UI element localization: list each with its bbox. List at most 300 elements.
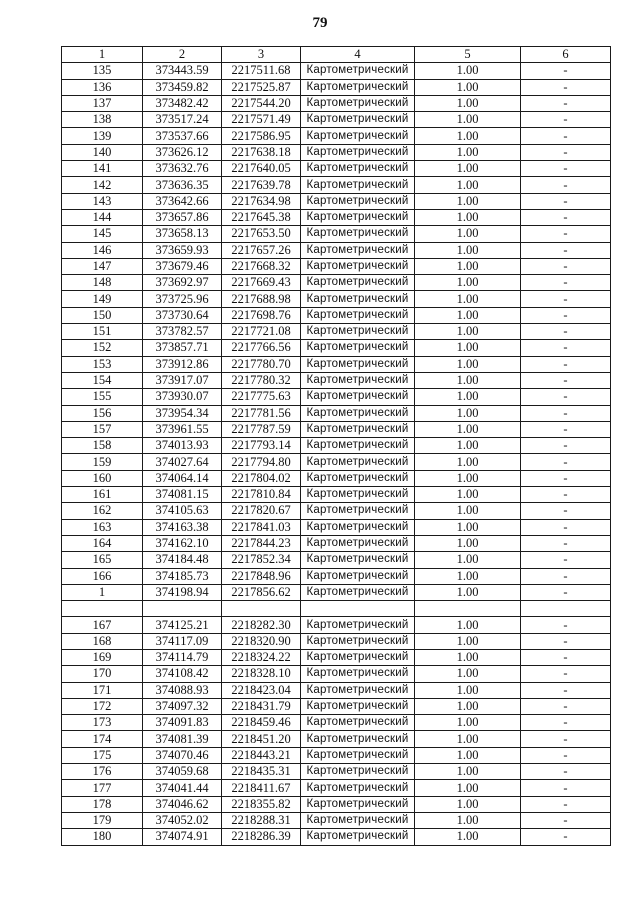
point-number-cell: 154 [62, 372, 143, 388]
y-coordinate-cell: 2218459.46 [222, 715, 301, 731]
x-coordinate-cell: 373632.76 [143, 161, 222, 177]
point-number-cell: 150 [62, 307, 143, 323]
description-cell: - [521, 307, 611, 323]
point-number-cell: 140 [62, 144, 143, 160]
accuracy-cell: 1.00 [415, 487, 521, 503]
x-coordinate-cell: 374064.14 [143, 470, 222, 486]
point-number-cell: 157 [62, 421, 143, 437]
y-coordinate-cell: 2218443.21 [222, 747, 301, 763]
table-row [62, 747, 611, 763]
accuracy-cell: 1.00 [415, 372, 521, 388]
table-row [62, 829, 611, 845]
method-cell: Картометрический [301, 258, 415, 274]
description-cell: - [521, 682, 611, 698]
description-cell: - [521, 95, 611, 111]
table-body [62, 63, 611, 845]
method-cell: Картометрический [301, 161, 415, 177]
table-row [62, 503, 611, 519]
y-coordinate-cell: 2218451.20 [222, 731, 301, 747]
accuracy-cell: 1.00 [415, 95, 521, 111]
table-row [62, 764, 611, 780]
description-cell: - [521, 487, 611, 503]
description-cell: - [521, 796, 611, 812]
description-cell: - [521, 242, 611, 258]
x-coordinate-cell: 374052.02 [143, 812, 222, 828]
accuracy-cell: 1.00 [415, 161, 521, 177]
point-number-cell: 179 [62, 812, 143, 828]
x-coordinate-cell: 374091.83 [143, 715, 222, 731]
method-cell: Картометрический [301, 63, 415, 79]
x-coordinate-cell: 373482.42 [143, 95, 222, 111]
y-coordinate-cell: 2217781.56 [222, 405, 301, 421]
point-number-cell: 147 [62, 258, 143, 274]
accuracy-cell: 1.00 [415, 421, 521, 437]
accuracy-cell: 1.00 [415, 438, 521, 454]
table-row [62, 258, 611, 274]
table-row [62, 193, 611, 209]
description-cell: - [521, 356, 611, 372]
accuracy-cell: 1.00 [415, 405, 521, 421]
x-coordinate-cell: 374185.73 [143, 568, 222, 584]
method-cell: Картометрический [301, 487, 415, 503]
method-cell: Картометрический [301, 307, 415, 323]
description-cell: - [521, 747, 611, 763]
x-coordinate-cell: 373725.96 [143, 291, 222, 307]
y-coordinate-cell: 2217793.14 [222, 438, 301, 454]
table-row [62, 79, 611, 95]
accuracy-cell: 1.00 [415, 63, 521, 79]
x-coordinate-cell: 373857.71 [143, 340, 222, 356]
table-row [62, 601, 611, 617]
description-cell: - [521, 829, 611, 845]
coordinates-table [61, 46, 611, 846]
description-cell: - [521, 503, 611, 519]
point-number-cell: 169 [62, 649, 143, 665]
description-cell: - [521, 666, 611, 682]
x-coordinate-cell: 373912.86 [143, 356, 222, 372]
y-coordinate-cell: 2217525.87 [222, 79, 301, 95]
accuracy-cell: 1.00 [415, 617, 521, 633]
table-row [62, 454, 611, 470]
point-number-cell: 155 [62, 389, 143, 405]
table-row [62, 405, 611, 421]
point-number-cell: 141 [62, 161, 143, 177]
table-row [62, 535, 611, 551]
y-coordinate-cell: 2218431.79 [222, 698, 301, 714]
description-cell: - [521, 324, 611, 340]
method-cell: Картометрический [301, 698, 415, 714]
table-row [62, 161, 611, 177]
description-cell: - [521, 454, 611, 470]
description-cell: - [521, 470, 611, 486]
table-row [62, 780, 611, 796]
description-cell: - [521, 79, 611, 95]
table-row [62, 324, 611, 340]
table-row [62, 177, 611, 193]
point-number-cell [62, 601, 143, 617]
method-cell: Картометрический [301, 633, 415, 649]
description-cell: - [521, 715, 611, 731]
description-cell: - [521, 128, 611, 144]
description-cell: - [521, 649, 611, 665]
table-row [62, 421, 611, 437]
description-cell: - [521, 764, 611, 780]
table-row [62, 568, 611, 584]
y-coordinate-cell: 2217511.68 [222, 63, 301, 79]
table-row [62, 584, 611, 600]
y-coordinate-cell: 2217639.78 [222, 177, 301, 193]
description-cell: - [521, 275, 611, 291]
method-cell: Картометрический [301, 275, 415, 291]
y-coordinate-cell: 2218328.10 [222, 666, 301, 682]
accuracy-cell: 1.00 [415, 79, 521, 95]
x-coordinate-cell: 373782.57 [143, 324, 222, 340]
x-coordinate-cell: 373443.59 [143, 63, 222, 79]
y-coordinate-cell: 2217810.84 [222, 487, 301, 503]
accuracy-cell: 1.00 [415, 128, 521, 144]
point-number-cell: 137 [62, 95, 143, 111]
column-header-description: 6 [521, 47, 611, 63]
description-cell: - [521, 421, 611, 437]
table-row [62, 617, 611, 633]
accuracy-cell: 1.00 [415, 829, 521, 845]
accuracy-cell: 1.00 [415, 226, 521, 242]
column-header-accuracy: 5 [415, 47, 521, 63]
x-coordinate-cell: 374027.64 [143, 454, 222, 470]
point-number-cell: 164 [62, 535, 143, 551]
point-number-cell: 163 [62, 519, 143, 535]
y-coordinate-cell: 2218320.90 [222, 633, 301, 649]
x-coordinate-cell: 374162.10 [143, 535, 222, 551]
method-cell: Картометрический [301, 79, 415, 95]
method-cell: Картометрический [301, 356, 415, 372]
description-cell: - [521, 63, 611, 79]
method-cell: Картометрический [301, 649, 415, 665]
y-coordinate-cell: 2217852.34 [222, 552, 301, 568]
x-coordinate-cell: 374074.91 [143, 829, 222, 845]
method-cell: Картометрический [301, 177, 415, 193]
table-row [62, 128, 611, 144]
accuracy-cell: 1.00 [415, 112, 521, 128]
x-coordinate-cell: 373692.97 [143, 275, 222, 291]
point-number-cell: 178 [62, 796, 143, 812]
method-cell: Картометрический [301, 209, 415, 225]
x-coordinate-cell: 374046.62 [143, 796, 222, 812]
method-cell: Картометрический [301, 112, 415, 128]
y-coordinate-cell: 2217668.32 [222, 258, 301, 274]
method-cell: Картометрический [301, 503, 415, 519]
description-cell: - [521, 731, 611, 747]
y-coordinate-cell: 2217820.67 [222, 503, 301, 519]
accuracy-cell: 1.00 [415, 258, 521, 274]
accuracy-cell: 1.00 [415, 340, 521, 356]
accuracy-cell: 1.00 [415, 307, 521, 323]
description-cell: - [521, 405, 611, 421]
point-number-cell: 176 [62, 764, 143, 780]
y-coordinate-cell: 2218423.04 [222, 682, 301, 698]
accuracy-cell: 1.00 [415, 812, 521, 828]
table-row [62, 209, 611, 225]
method-cell: Картометрический [301, 128, 415, 144]
accuracy-cell: 1.00 [415, 633, 521, 649]
x-coordinate-cell: 374198.94 [143, 584, 222, 600]
method-cell: Картометрический [301, 780, 415, 796]
y-coordinate-cell: 2217848.96 [222, 568, 301, 584]
description-cell: - [521, 193, 611, 209]
y-coordinate-cell: 2217856.62 [222, 584, 301, 600]
y-coordinate-cell: 2217698.76 [222, 307, 301, 323]
description-cell: - [521, 617, 611, 633]
x-coordinate-cell [143, 601, 222, 617]
y-coordinate-cell: 2217645.38 [222, 209, 301, 225]
y-coordinate-cell: 2217844.23 [222, 535, 301, 551]
x-coordinate-cell: 373537.66 [143, 128, 222, 144]
table-row [62, 487, 611, 503]
y-coordinate-cell: 2217787.59 [222, 421, 301, 437]
point-number-cell: 151 [62, 324, 143, 340]
table-row [62, 63, 611, 79]
y-coordinate-cell: 2218435.31 [222, 764, 301, 780]
point-number-cell: 152 [62, 340, 143, 356]
point-number-cell: 156 [62, 405, 143, 421]
x-coordinate-cell: 373917.07 [143, 372, 222, 388]
table-row [62, 698, 611, 714]
point-number-cell: 165 [62, 552, 143, 568]
description-cell: - [521, 177, 611, 193]
x-coordinate-cell: 374114.79 [143, 649, 222, 665]
method-cell: Картометрический [301, 747, 415, 763]
point-number-cell: 167 [62, 617, 143, 633]
description-cell: - [521, 438, 611, 454]
accuracy-cell: 1.00 [415, 356, 521, 372]
description-cell: - [521, 780, 611, 796]
table-row [62, 470, 611, 486]
y-coordinate-cell: 2217634.98 [222, 193, 301, 209]
point-number-cell: 149 [62, 291, 143, 307]
x-coordinate-cell: 374108.42 [143, 666, 222, 682]
point-number-cell: 145 [62, 226, 143, 242]
accuracy-cell: 1.00 [415, 503, 521, 519]
point-number-cell: 148 [62, 275, 143, 291]
accuracy-cell: 1.00 [415, 796, 521, 812]
method-cell: Картометрический [301, 470, 415, 486]
accuracy-cell [415, 601, 521, 617]
table-row [62, 144, 611, 160]
description-cell: - [521, 372, 611, 388]
table-row [62, 812, 611, 828]
y-coordinate-cell: 2217766.56 [222, 340, 301, 356]
x-coordinate-cell: 373636.35 [143, 177, 222, 193]
point-number-cell: 158 [62, 438, 143, 454]
x-coordinate-cell: 374059.68 [143, 764, 222, 780]
method-cell: Картометрический [301, 421, 415, 437]
table-row [62, 275, 611, 291]
table-row [62, 112, 611, 128]
y-coordinate-cell: 2217571.49 [222, 112, 301, 128]
description-cell: - [521, 633, 611, 649]
y-coordinate-cell: 2218288.31 [222, 812, 301, 828]
accuracy-cell: 1.00 [415, 324, 521, 340]
x-coordinate-cell: 373961.55 [143, 421, 222, 437]
table-row [62, 242, 611, 258]
accuracy-cell: 1.00 [415, 177, 521, 193]
description-cell: - [521, 144, 611, 160]
method-cell: Картометрический [301, 584, 415, 600]
accuracy-cell: 1.00 [415, 242, 521, 258]
y-coordinate-cell: 2217544.20 [222, 95, 301, 111]
method-cell: Картометрический [301, 454, 415, 470]
method-cell: Картометрический [301, 324, 415, 340]
y-coordinate-cell: 2217780.32 [222, 372, 301, 388]
x-coordinate-cell: 373930.07 [143, 389, 222, 405]
y-coordinate-cell: 2218324.22 [222, 649, 301, 665]
y-coordinate-cell [222, 601, 301, 617]
y-coordinate-cell: 2217775.63 [222, 389, 301, 405]
column-header-y: 3 [222, 47, 301, 63]
y-coordinate-cell: 2217653.50 [222, 226, 301, 242]
accuracy-cell: 1.00 [415, 470, 521, 486]
table-row [62, 438, 611, 454]
accuracy-cell: 1.00 [415, 715, 521, 731]
accuracy-cell: 1.00 [415, 698, 521, 714]
method-cell: Картометрический [301, 95, 415, 111]
x-coordinate-cell: 373459.82 [143, 79, 222, 95]
table-row [62, 649, 611, 665]
y-coordinate-cell: 2217804.02 [222, 470, 301, 486]
x-coordinate-cell: 374097.32 [143, 698, 222, 714]
y-coordinate-cell: 2217688.98 [222, 291, 301, 307]
point-number-cell: 159 [62, 454, 143, 470]
x-coordinate-cell: 373730.64 [143, 307, 222, 323]
x-coordinate-cell: 374081.39 [143, 731, 222, 747]
method-cell: Картометрический [301, 764, 415, 780]
table-row [62, 552, 611, 568]
x-coordinate-cell: 374105.63 [143, 503, 222, 519]
point-number-cell: 144 [62, 209, 143, 225]
description-cell: - [521, 698, 611, 714]
accuracy-cell: 1.00 [415, 389, 521, 405]
table-row [62, 633, 611, 649]
description-cell: - [521, 812, 611, 828]
method-cell: Картометрический [301, 535, 415, 551]
point-number-cell: 174 [62, 731, 143, 747]
table-row [62, 356, 611, 372]
x-coordinate-cell: 373679.46 [143, 258, 222, 274]
x-coordinate-cell: 374041.44 [143, 780, 222, 796]
table-row [62, 95, 611, 111]
point-number-cell: 175 [62, 747, 143, 763]
point-number-cell: 142 [62, 177, 143, 193]
point-number-cell: 153 [62, 356, 143, 372]
description-cell: - [521, 535, 611, 551]
x-coordinate-cell: 374117.09 [143, 633, 222, 649]
table-row [62, 682, 611, 698]
accuracy-cell: 1.00 [415, 454, 521, 470]
table-row [62, 372, 611, 388]
accuracy-cell: 1.00 [415, 666, 521, 682]
accuracy-cell: 1.00 [415, 649, 521, 665]
method-cell: Картометрический [301, 617, 415, 633]
accuracy-cell: 1.00 [415, 552, 521, 568]
point-number-cell: 138 [62, 112, 143, 128]
description-cell: - [521, 584, 611, 600]
method-cell: Картометрический [301, 682, 415, 698]
accuracy-cell: 1.00 [415, 144, 521, 160]
point-number-cell: 161 [62, 487, 143, 503]
accuracy-cell: 1.00 [415, 747, 521, 763]
method-cell: Картометрический [301, 519, 415, 535]
column-header-x: 2 [143, 47, 222, 63]
x-coordinate-cell: 373642.66 [143, 193, 222, 209]
point-number-cell: 171 [62, 682, 143, 698]
accuracy-cell: 1.00 [415, 209, 521, 225]
point-number-cell: 173 [62, 715, 143, 731]
method-cell: Картометрический [301, 242, 415, 258]
accuracy-cell: 1.00 [415, 275, 521, 291]
method-cell: Картометрический [301, 812, 415, 828]
table-row [62, 731, 611, 747]
description-cell: - [521, 519, 611, 535]
method-cell: Картометрический [301, 226, 415, 242]
page-number: 79 [312, 15, 328, 31]
table-row [62, 307, 611, 323]
method-cell: Картометрический [301, 666, 415, 682]
x-coordinate-cell: 374013.93 [143, 438, 222, 454]
description-cell: - [521, 226, 611, 242]
point-number-cell: 135 [62, 63, 143, 79]
y-coordinate-cell: 2217586.95 [222, 128, 301, 144]
method-cell: Картометрический [301, 144, 415, 160]
description-cell: - [521, 161, 611, 177]
y-coordinate-cell: 2217721.08 [222, 324, 301, 340]
point-number-cell: 143 [62, 193, 143, 209]
method-cell: Картометрический [301, 405, 415, 421]
description-cell [521, 601, 611, 617]
description-cell: - [521, 112, 611, 128]
description-cell: - [521, 340, 611, 356]
point-number-cell: 1 [62, 584, 143, 600]
accuracy-cell: 1.00 [415, 780, 521, 796]
point-number-cell: 146 [62, 242, 143, 258]
point-number-cell: 170 [62, 666, 143, 682]
x-coordinate-cell: 373657.86 [143, 209, 222, 225]
table-row [62, 519, 611, 535]
table-row [62, 389, 611, 405]
x-coordinate-cell: 373659.93 [143, 242, 222, 258]
method-cell: Картометрический [301, 193, 415, 209]
x-coordinate-cell: 374070.46 [143, 747, 222, 763]
column-header-point-number: 1 [62, 47, 143, 63]
description-cell: - [521, 552, 611, 568]
method-cell: Картометрический [301, 372, 415, 388]
y-coordinate-cell: 2217638.18 [222, 144, 301, 160]
point-number-cell: 160 [62, 470, 143, 486]
accuracy-cell: 1.00 [415, 291, 521, 307]
point-number-cell: 172 [62, 698, 143, 714]
method-cell: Картометрический [301, 568, 415, 584]
y-coordinate-cell: 2217640.05 [222, 161, 301, 177]
x-coordinate-cell: 374081.15 [143, 487, 222, 503]
point-number-cell: 136 [62, 79, 143, 95]
accuracy-cell: 1.00 [415, 568, 521, 584]
description-cell: - [521, 389, 611, 405]
point-number-cell: 162 [62, 503, 143, 519]
y-coordinate-cell: 2218355.82 [222, 796, 301, 812]
accuracy-cell: 1.00 [415, 519, 521, 535]
x-coordinate-cell: 373954.34 [143, 405, 222, 421]
table-row [62, 291, 611, 307]
accuracy-cell: 1.00 [415, 584, 521, 600]
